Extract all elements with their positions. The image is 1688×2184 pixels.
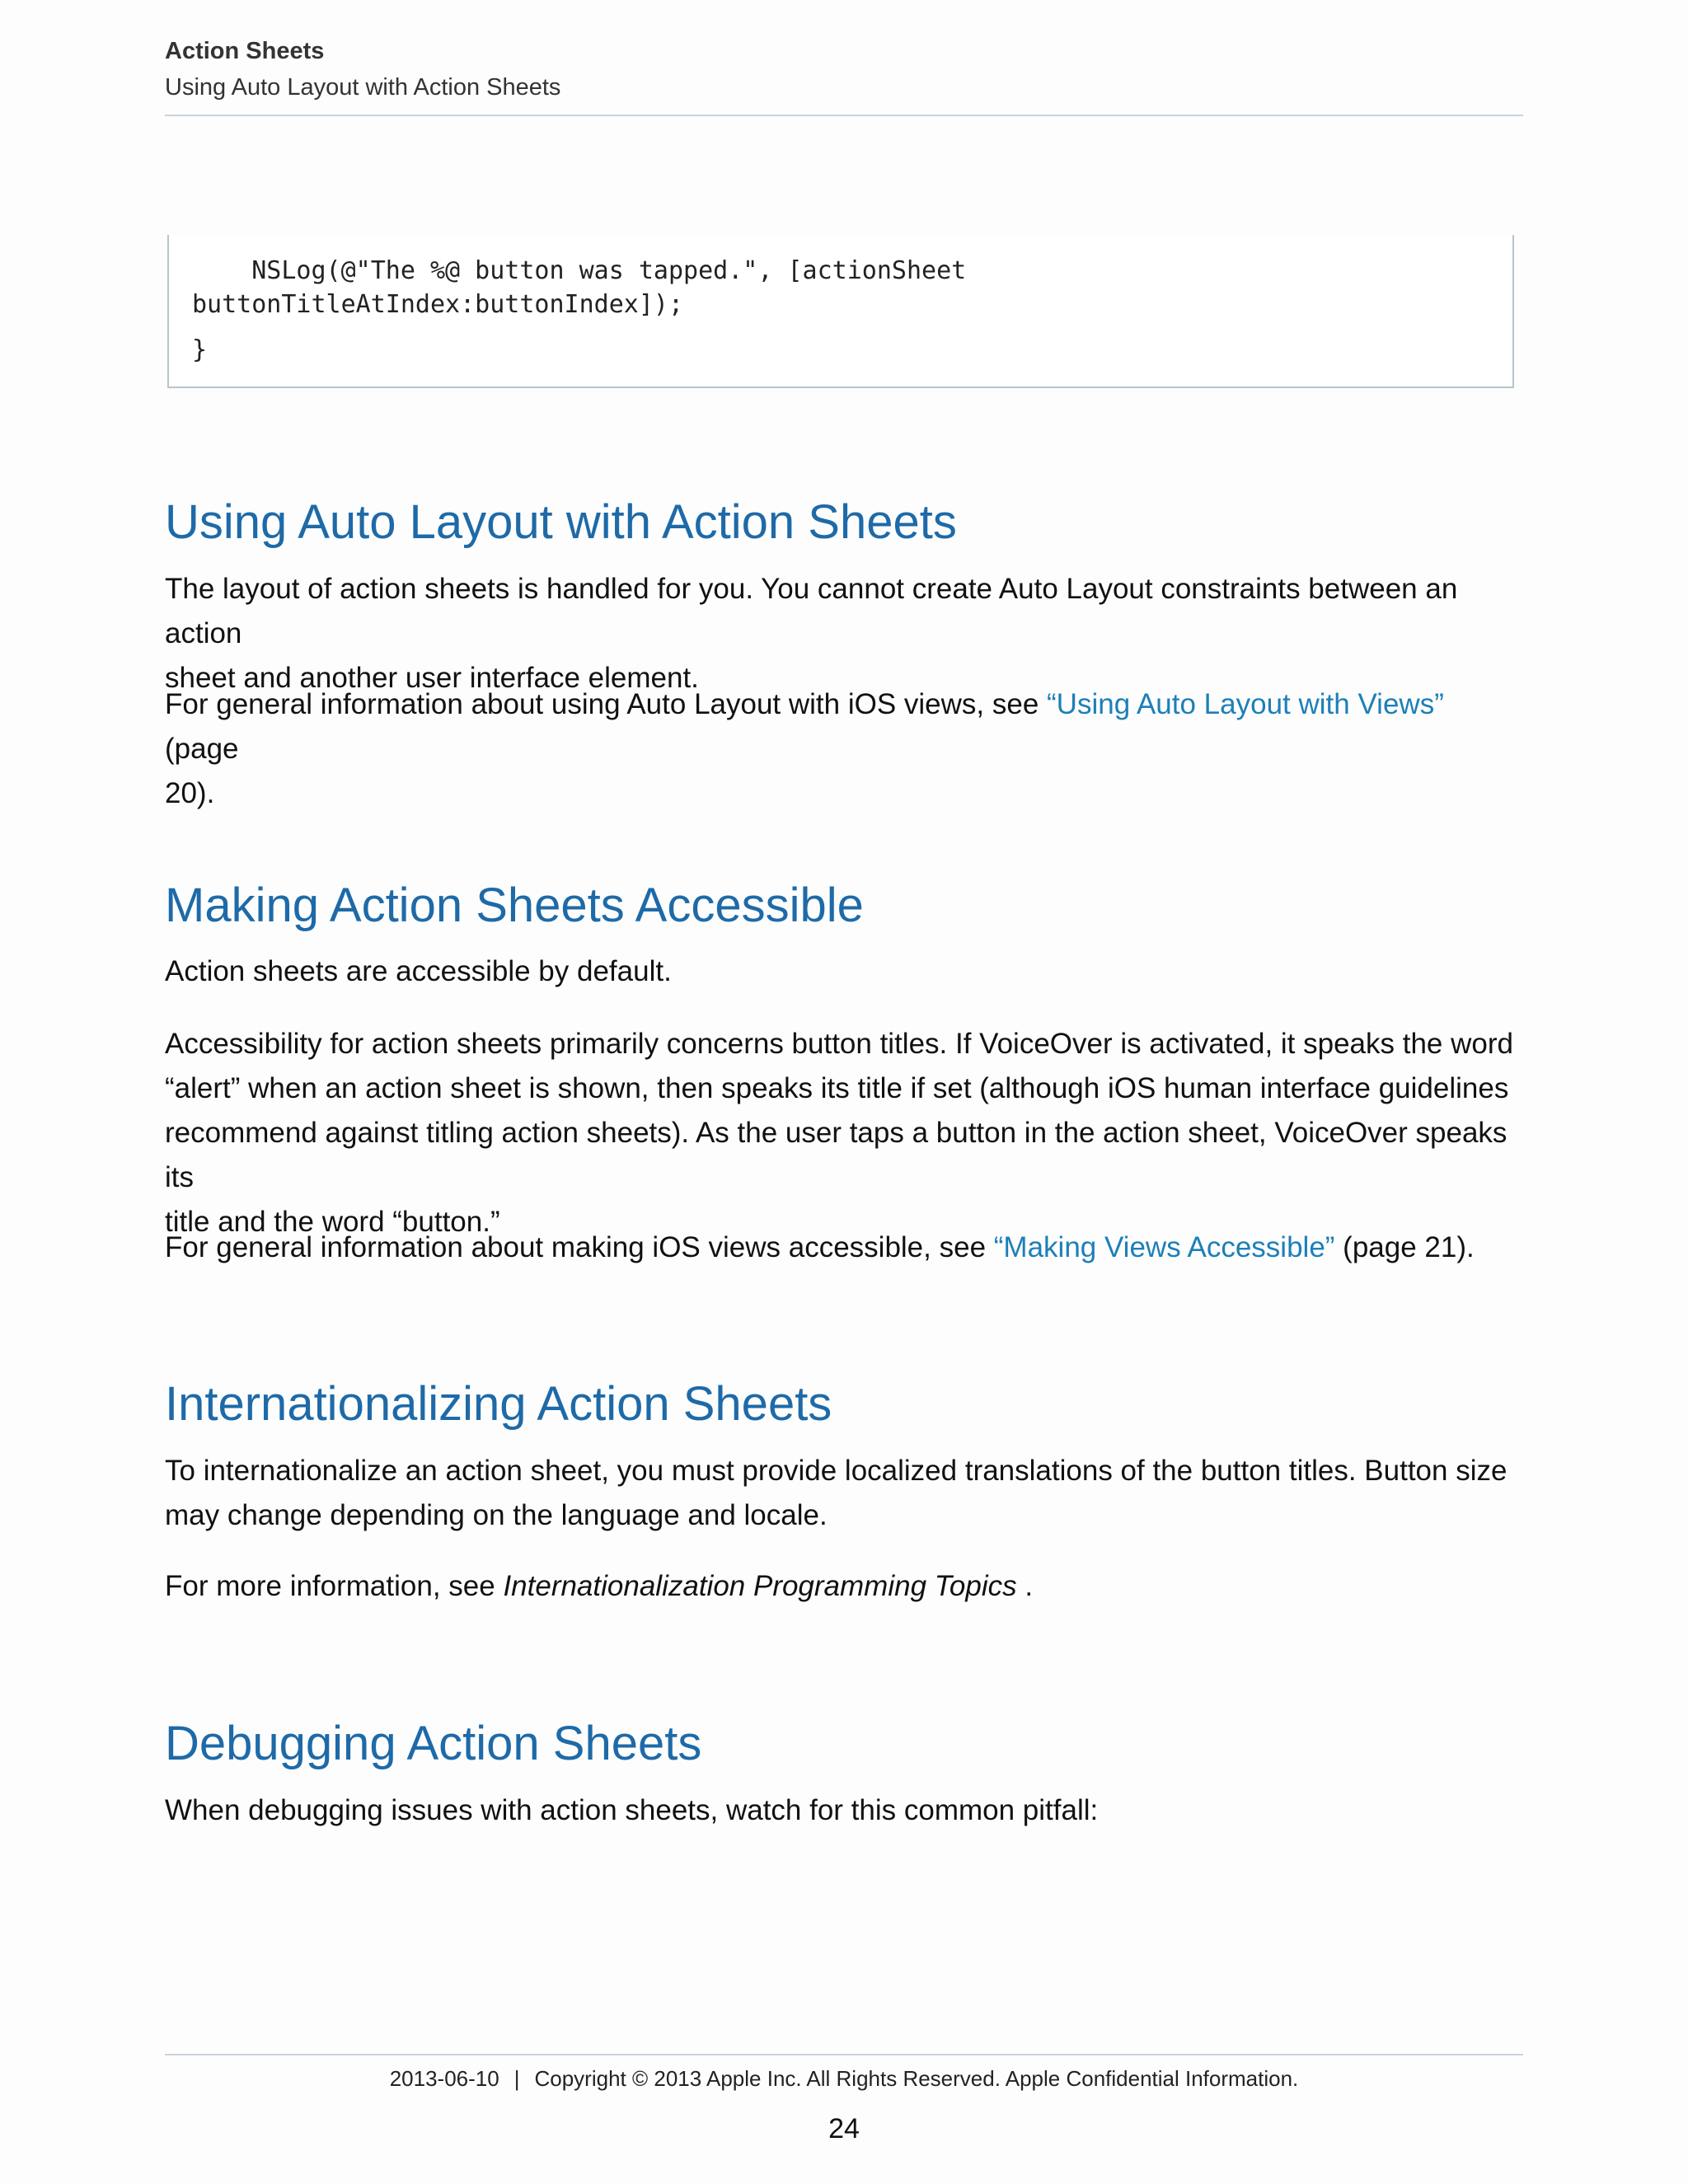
- footer-text: [165, 2066, 1523, 2092]
- text-line: The layout of action sheets is handled for you. You cannot create Auto Layout constraints between an action: [165, 573, 1458, 649]
- footer-date: 2013-06-10: [389, 2066, 499, 2091]
- text-line: recommend against titling action sheets). As the user taps a button in the action sheet, VoiceOver speaks its: [165, 1117, 1507, 1193]
- page-number: 24: [828, 2113, 860, 2144]
- paragraph-auto-layout-1: [165, 567, 1523, 701]
- link-making-views-accessible[interactable]: “Making Views Accessible”: [993, 1231, 1335, 1263]
- document-page: [165, 0, 1523, 2184]
- code-listing: [167, 235, 1514, 388]
- document-title-reference: Internationalization Programming Topics: [503, 1570, 1017, 1602]
- link-using-auto-layout-with-views[interactable]: “Using Auto Layout with Views”: [1047, 688, 1444, 720]
- section-heading-auto-layout: Using Auto Layout with Action Sheets: [165, 495, 957, 549]
- text-run: For general information about making iOS views accessible, see: [165, 1231, 994, 1263]
- text-run: (page 21).: [1334, 1231, 1475, 1263]
- section-heading-accessible: Making Action Sheets Accessible: [165, 879, 864, 932]
- section-heading-internationalizing: Internationalizing Action Sheets: [165, 1377, 832, 1431]
- text-line: “alert” when an action sheet is shown, then speaks its title if set (although iOS human interface guidelines: [165, 1072, 1509, 1104]
- running-header-section: Using Auto Layout with Action Sheets: [165, 74, 561, 101]
- running-header-chapter: Action Sheets: [165, 38, 325, 64]
- footer-separator: |: [513, 2066, 520, 2091]
- paragraph-accessible-2: [165, 1022, 1523, 1244]
- paragraph-accessible-1: Action sheets are accessible by default.: [165, 955, 672, 987]
- footer-copyright: Copyright © 2013 Apple Inc. All Rights Reserved. Apple Confidential Information.: [534, 2066, 1299, 2091]
- text-run: (page: [165, 733, 239, 765]
- code-line-2: buttonTitleAtIndex:buttonIndex]);: [192, 290, 684, 319]
- paragraph-auto-layout-2: [165, 682, 1523, 816]
- code-line-1: NSLog(@"The %@ button was tapped.", [actionSheet: [192, 256, 967, 285]
- header-divider: [165, 115, 1523, 116]
- paragraph-accessible-3: [165, 1226, 1523, 1270]
- text-line: 20).: [165, 777, 215, 809]
- text-line: title and the word “button.”: [165, 1206, 500, 1238]
- section-heading-debugging: Debugging Action Sheets: [165, 1717, 702, 1770]
- text-line: may change depending on the language and locale.: [165, 1499, 828, 1531]
- paragraph-debugging-1: When debugging issues with action sheets, watch for this common pitfall:: [165, 1794, 1099, 1826]
- text-line: sheet and another user interface element.: [165, 662, 699, 694]
- code-line-3: }: [192, 335, 208, 364]
- text-line: [165, 682, 1523, 771]
- paragraph-i18n-1: [165, 1449, 1523, 1538]
- text-run: .: [1016, 1570, 1034, 1602]
- paragraph-i18n-2: [165, 1564, 1523, 1609]
- text-run: For more information, see: [165, 1570, 504, 1602]
- footer-divider: [165, 2054, 1523, 2055]
- text-line: To internationalize an action sheet, you must provide localized translations of the button titles. Button size: [165, 1455, 1507, 1487]
- text-run: For general information about using Auto Layout with iOS views, see: [165, 688, 1048, 720]
- text-line: Accessibility for action sheets primarily concerns button titles. If VoiceOver is activated, it speaks the word: [165, 1028, 1513, 1060]
